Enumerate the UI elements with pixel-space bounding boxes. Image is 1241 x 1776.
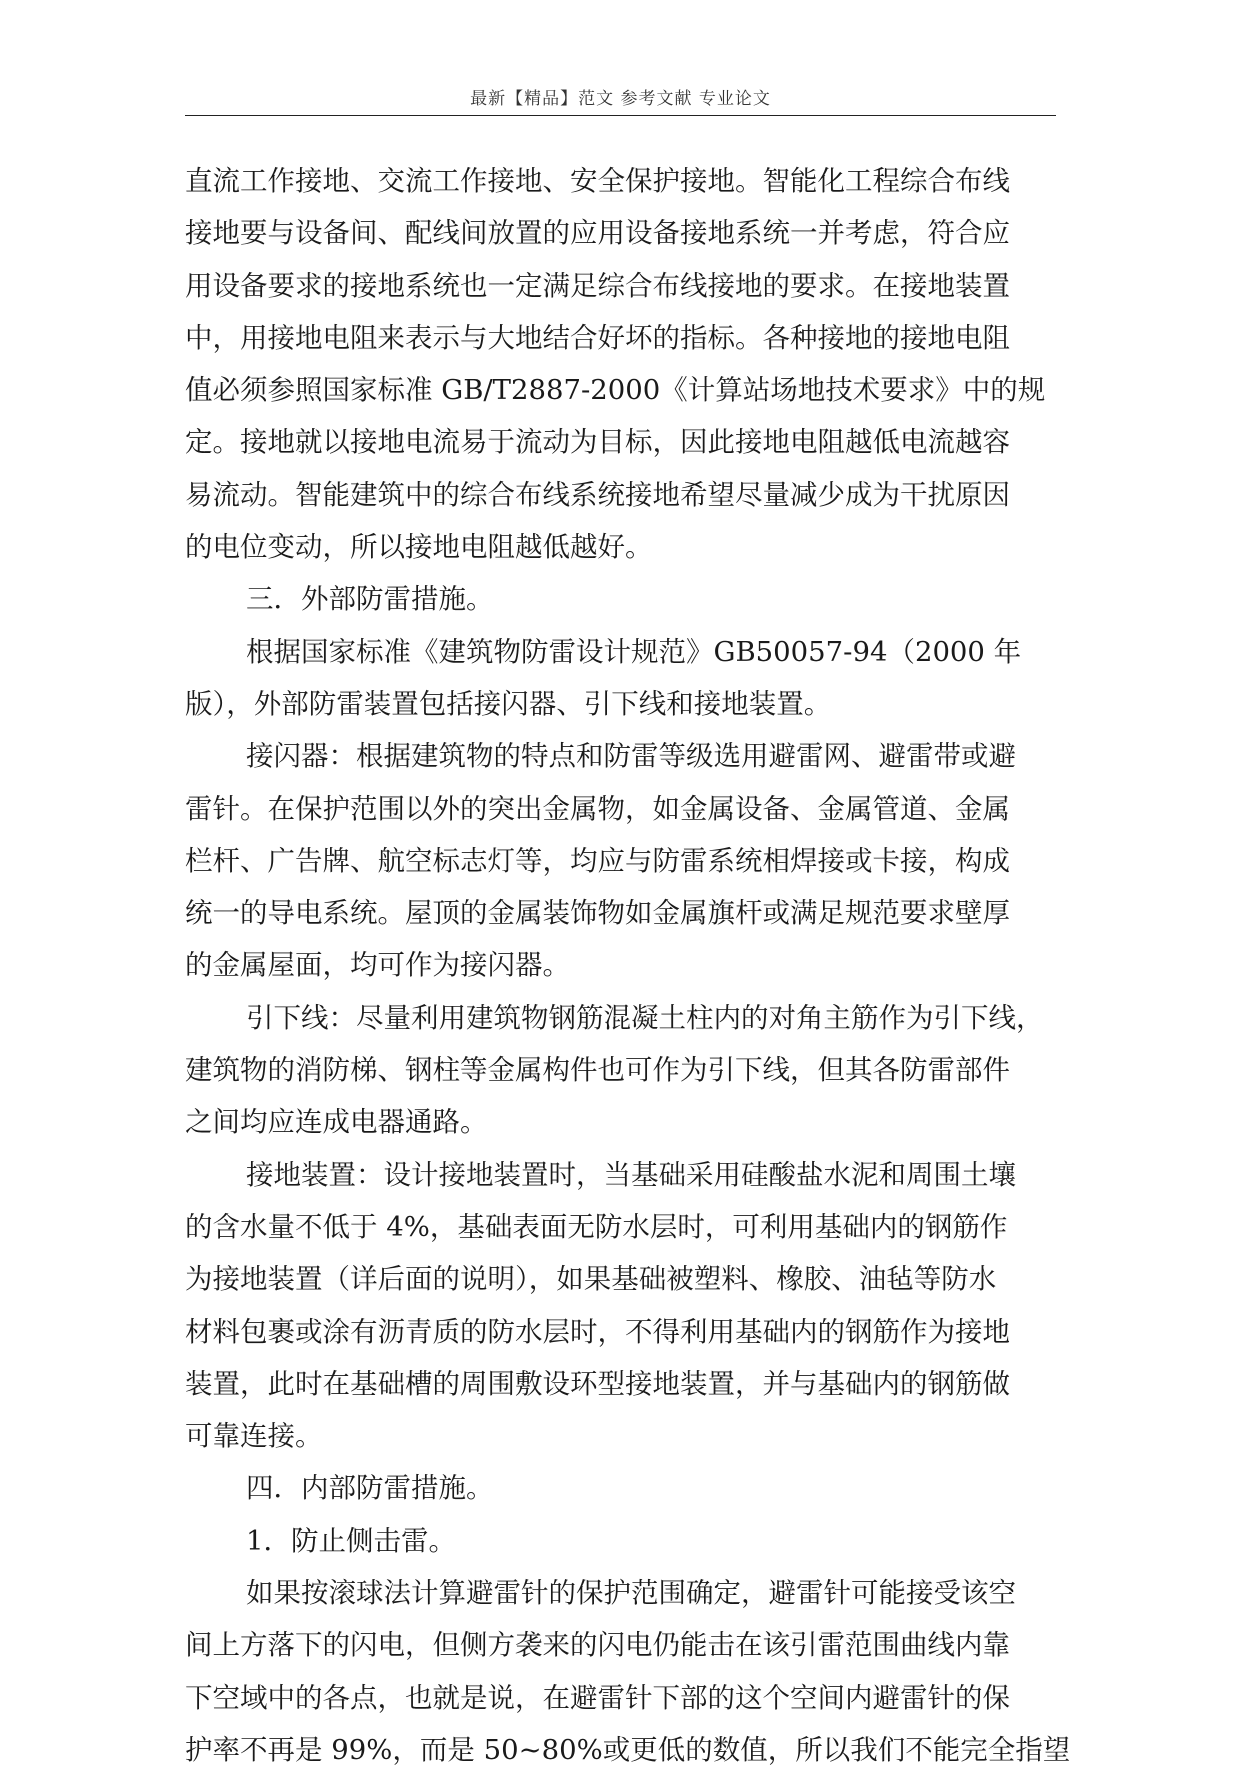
header-divider — [185, 115, 1056, 116]
text-line: 的电位变动，所以接地电阻越低越好。 — [185, 531, 653, 564]
section-heading: 四．内部防雷措施。 — [246, 1472, 494, 1505]
text-line: 接地要与设备间、配线间放置的应用设备接地系统一并考虑，符合应 — [185, 217, 1010, 250]
text-line: 为接地装置（详后面的说明），如果基础被塑料、橡胶、油毡等防水 — [185, 1263, 997, 1296]
text-line: 之间均应连成电器通路。 — [185, 1106, 488, 1139]
text-line: 中，用接地电阻来表示与大地结合好坏的指标。各种接地的接地电阻 — [185, 321, 1010, 354]
text-line: 建筑物的消防梯、钢柱等金属构件也可作为引下线，但其各防雷部件 — [185, 1054, 1010, 1087]
text-line: 间上方落下的闪电，但侧方袭来的闪电仍能击在该引雷范围曲线内靠 — [185, 1629, 1010, 1662]
text-line: 的含水量不低于 4%，基础表面无防水层时，可利用基础内的钢筋作 — [185, 1210, 1008, 1243]
subsection-heading: 1．防止侧击雷。 — [246, 1524, 456, 1557]
text-line: 引下线：尽量利用建筑物钢筋混凝土柱内的对角主筋作为引下线， — [246, 1001, 1044, 1034]
text-line: 版），外部防雷装置包括接闪器、引下线和接地装置。 — [185, 687, 832, 720]
section-heading: 三．外部防雷措施。 — [246, 583, 494, 616]
text-line: 下空域中的各点，也就是说，在避雷针下部的这个空间内避雷针的保 — [185, 1681, 1010, 1714]
text-line: 值必须参照国家标准 GB/T2887-2000《计算站场地技术要求》中的规 — [185, 374, 1046, 407]
text-line: 护率不再是 99%，而是 50~80%或更低的数值，所以我们不能完全指望 — [185, 1733, 1071, 1766]
text-line: 定。接地就以接地电流易于流动为目标，因此接地电阻越低电流越容 — [185, 426, 1010, 459]
text-line: 接地装置：设计接地装置时，当基础采用硅酸盐水泥和周围土壤 — [246, 1158, 1016, 1191]
text-line: 统一的导电系统。屋顶的金属装饰物如金属旗杆或满足规范要求壁厚 — [185, 897, 1010, 930]
text-line: 雷针。在保护范围以外的突出金属物，如金属设备、金属管道、金属 — [185, 792, 1010, 825]
text-line: 可靠连接。 — [185, 1420, 323, 1453]
text-line: 装置，此时在基础槽的周围敷设环型接地装置，并与基础内的钢筋做 — [185, 1367, 1010, 1400]
text-line: 根据国家标准《建筑物防雷设计规范》GB50057-94（2000 年 — [246, 635, 1022, 668]
text-line: 直流工作接地、交流工作接地、安全保护接地。智能化工程综合布线 — [185, 165, 1010, 197]
text-line: 材料包裹或涂有沥青质的防水层时，不得利用基础内的钢筋作为接地 — [185, 1315, 1010, 1348]
body-text — [185, 155, 1071, 1776]
text-line: 接闪器：根据建筑物的特点和防雷等级选用避雷网、避雷带或避 — [246, 740, 1016, 773]
text-line: 易流动。智能建筑中的综合布线系统接地希望尽量减少成为干扰原因 — [185, 478, 1010, 511]
text-line: 用设备要求的接地系统也一定满足综合布线接地的要求。在接地装置 — [185, 269, 1010, 302]
text-line: 栏杆、广告牌、航空标志灯等，均应与防雷系统相焊接或卡接，构成 — [185, 844, 1010, 877]
running-header: 最新【精品】范文 参考文献 专业论文 — [470, 89, 771, 109]
text-line: 的金属屋面，均可作为接闪器。 — [185, 949, 570, 982]
text-line: 如果按滚球法计算避雷针的保护范围确定，避雷针可能接受该空 — [246, 1577, 1016, 1610]
